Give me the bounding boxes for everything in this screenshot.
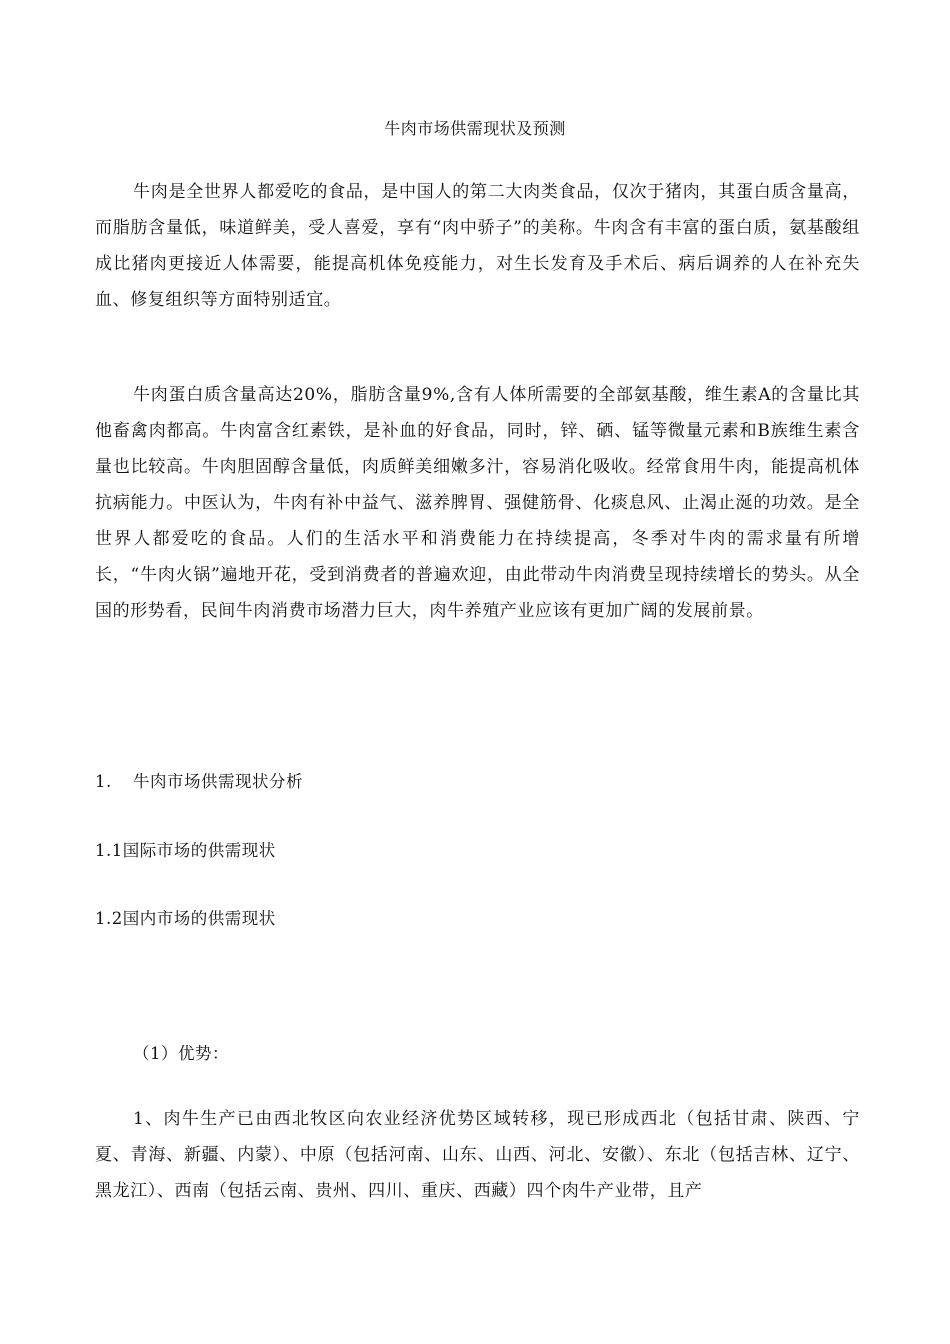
paragraph-nutrition: 牛肉蛋白质含量高达20%，脂肪含量9%,含有人体所需要的全部氨基酸，维生素A的含量比其他畜禽肉都高。牛肉富含红素铁，是补血的好食品，同时，锌、硒、锰等微量元素和B族维生素含量也比较高。牛肉胆固醇含量低，肉质鲜美细嫩多汁，容易消化吸收。经常食用牛肉，能提高机体抗病能力。中医认为，牛肉有补中益气、滋养脾胃、强健筋骨、化痰息风、止渴止涎的功效。是全世界人都爱吃的食品。人们的生活水平和消费能力在持续提高，冬季对牛肉的需求量有所增长，“牛肉火锅”遍地开花，受到消费者的普遍欢迎，由此带动牛肉消费呈现持续增长的势头。从全国的形势看，民间牛肉消费市场潜力巨大，肉牛养殖产业应该有更加广阔的发展前景。 [95, 385, 860, 621]
section-heading-1 [95, 767, 303, 797]
subsection-heading-1-2: 1.2国内市场的供需现状 [95, 909, 276, 928]
document-title: 牛肉市场供需现状及预测 [384, 119, 566, 138]
section-number: 1. [95, 772, 112, 791]
advantages-label: （1）优势： [133, 1044, 229, 1063]
paragraph-advantage-1: 1、肉牛生产已由西北牧区向农业经济优势区域转移，现已形成西北（包括甘肃、陕西、宁夏、青海、新疆、内蒙）、中原（包括河南、山东、山西、河北、安徽）、东北（包括吉林、辽宁、黑龙江）、西南（包括云南、贵州、四川、重庆、西藏）四个肉牛产业带，且产 [95, 1109, 860, 1201]
paragraph-intro: 牛肉是全世界人都爱吃的食品，是中国人的第二大肉类食品，仅次于猪肉，其蛋白质含量高，而脂肪含量低，味道鲜美，受人喜爱，享有“肉中骄子”的美称。牛肉含有丰富的蛋白质，氨基酸组成比猪肉更接近人体需要，能提高机体免疫能力，对生长发育及手术后、病后调养的人在补充失血、修复组织等方面特别适宜。 [95, 182, 860, 310]
section-title: 牛肉市场供需现状分析 [133, 772, 303, 791]
subsection-heading-1-1: 1.1国际市场的供需现状 [95, 841, 276, 860]
